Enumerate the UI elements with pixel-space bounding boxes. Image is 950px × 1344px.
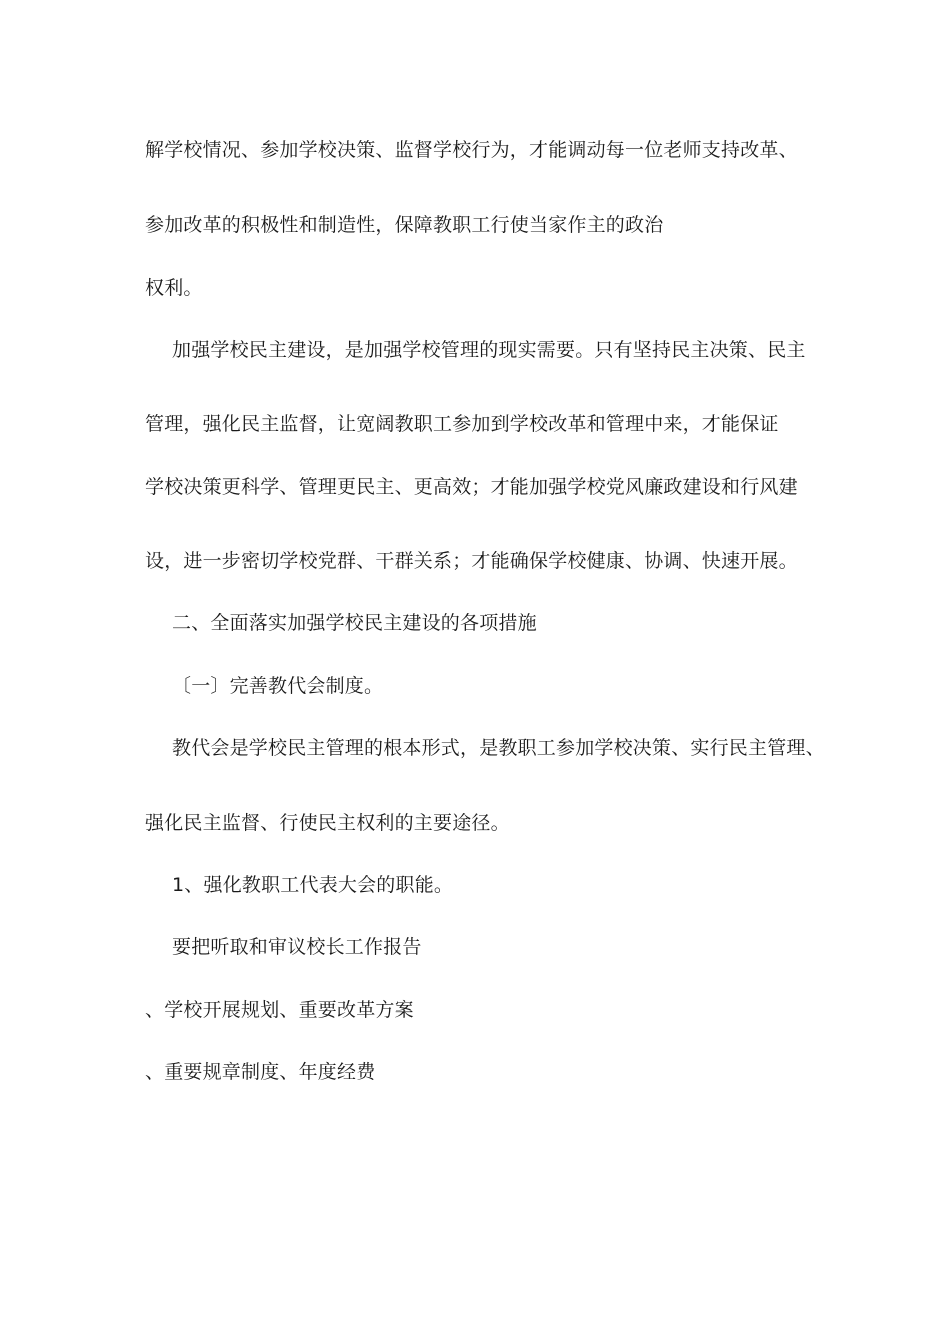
paragraph-line-2: 参加改革的积极性和制造性，保障教职工行使当家作主的政治: [145, 214, 664, 236]
section-heading: 二、全面落实加强学校民主建设的各项措施: [172, 612, 537, 634]
numbered-item-heading: 1、强化教职工代表大会的职能。: [172, 874, 454, 896]
paragraph-line-4: 加强学校民主建设，是加强学校管理的现实需要。只有坚持民主决策、民主: [172, 339, 806, 361]
paragraph-line-9: 强化民主监督、行使民主权利的主要途径。: [145, 812, 510, 834]
paragraph-line-3: 权利。: [145, 277, 203, 299]
paragraph-line-10: 要把听取和审议校长工作报告: [172, 936, 422, 958]
paragraph-line-1: 解学校情况、参加学校决策、监督学校行为，才能调动每一位老师支持改革、: [145, 139, 798, 161]
paragraph-line-6: 学校决策更科学、管理更民主、更高效；才能加强学校党风廉政建设和行风建: [145, 476, 798, 498]
paragraph-line-8: 教代会是学校民主管理的根本形式，是教职工参加学校决策、实行民主管理、: [172, 737, 825, 759]
paragraph-line-11: 、学校开展规划、重要改革方案: [145, 999, 414, 1021]
paragraph-line-12: 、重要规章制度、年度经费: [145, 1061, 376, 1083]
subsection-heading: 〔一〕完善教代会制度。: [172, 675, 384, 697]
paragraph-line-5: 管理，强化民主监督，让宽阔教职工参加到学校改革和管理中来，才能保证: [145, 413, 779, 435]
paragraph-line-7: 设，进一步密切学校党群、干群关系；才能确保学校健康、协调、快速开展。: [145, 550, 798, 572]
